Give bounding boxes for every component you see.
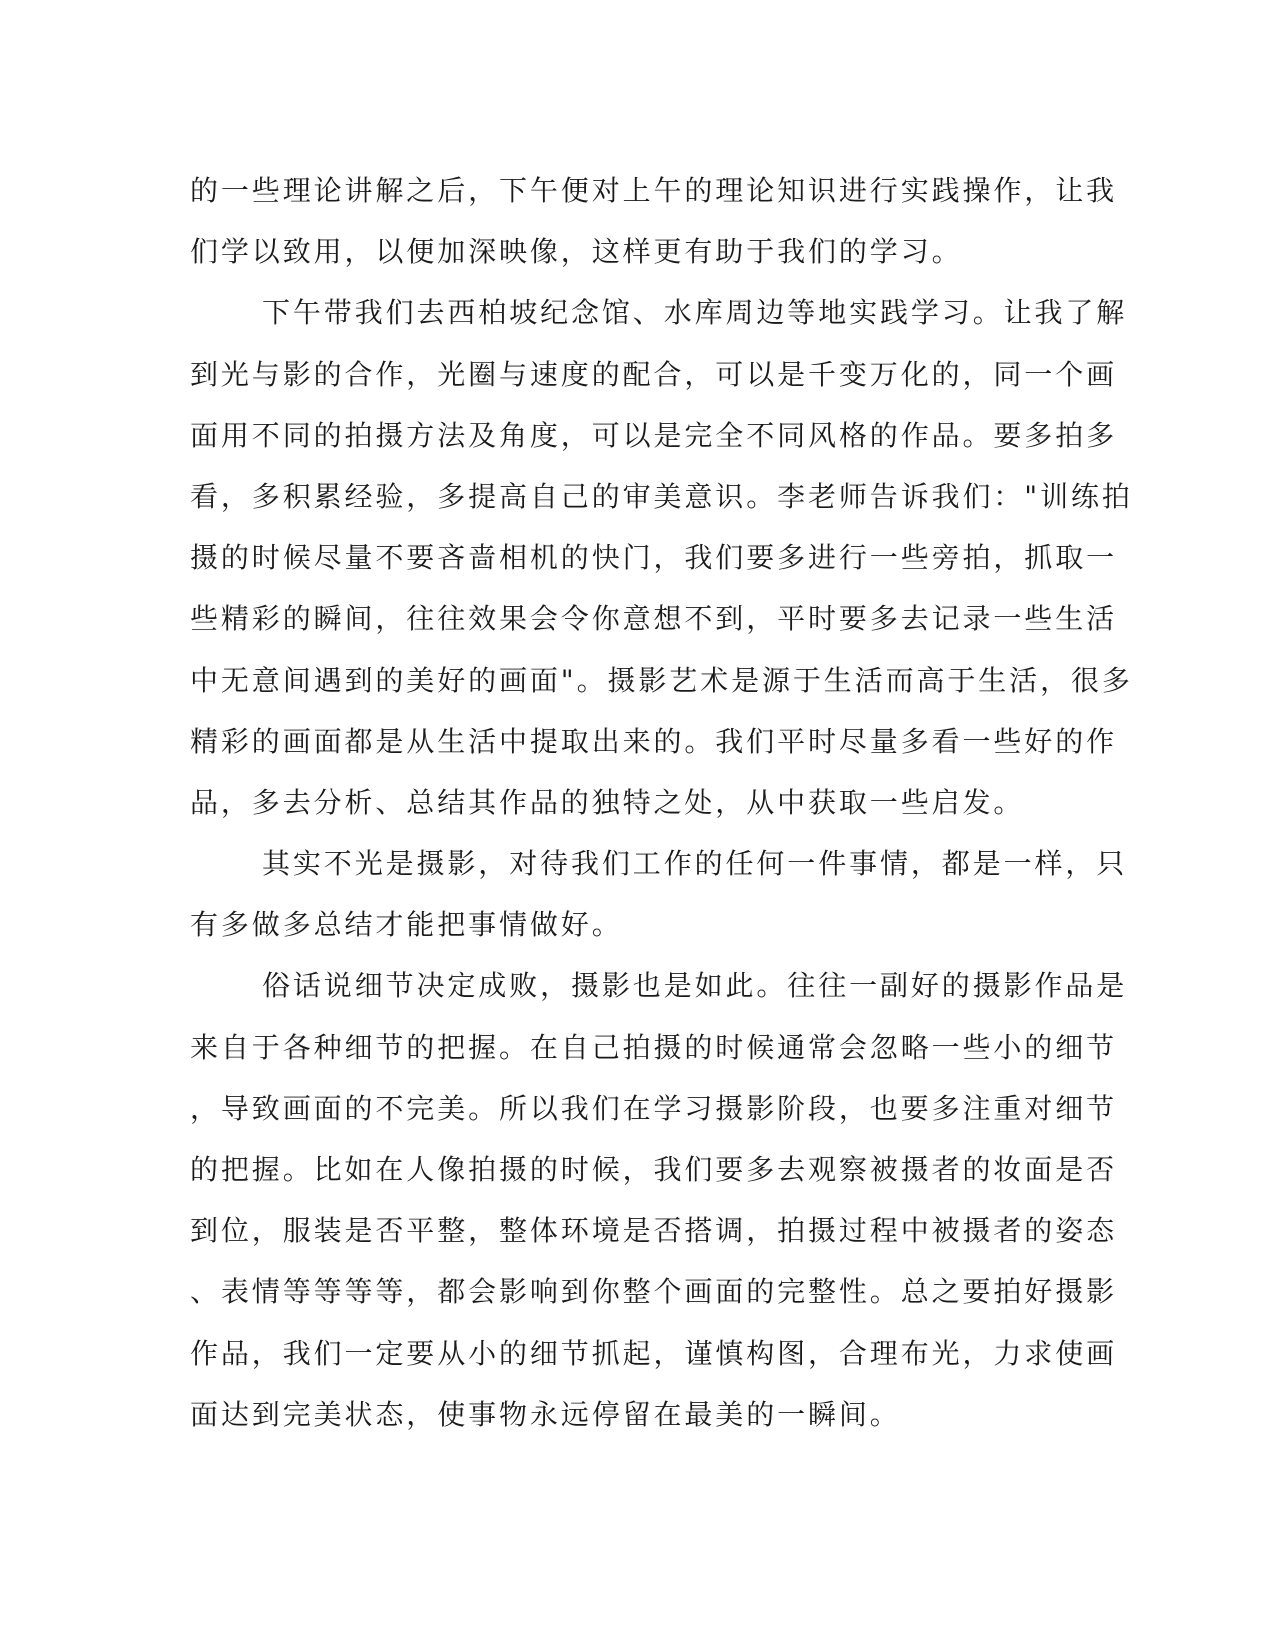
text-line: 中无意间遇到的美好的画面"。摄影艺术是源于生活而高于生活，很多 [190, 663, 1133, 697]
text-line: 摄的时候尽量不要吝啬相机的快门，我们要多进行一些旁拍，抓取一 [190, 541, 1118, 575]
text-line: ，导致画面的不完美。所以我们在学习摄影阶段，也要多注重对细节 [190, 1091, 1118, 1125]
text-line: 到光与影的合作，光圈与速度的配合，可以是千变万化的，同一个画 [190, 357, 1118, 391]
paragraph-4 [190, 955, 1128, 1445]
paragraph-2 [190, 282, 1133, 833]
body-text [190, 160, 1133, 1445]
text-line: 其实不光是摄影，对待我们工作的任何一件事情，都是一样，只 [262, 847, 1128, 881]
text-line: 的一些理论讲解之后，下午便对上午的理论知识进行实践操作，让我 [190, 174, 1118, 207]
text-line: 们学以致用，以便加深映像，这样更有助于我们的学习。 [190, 235, 963, 269]
text-line: 面达到完美状态，使事物永远停留在最美的一瞬间。 [190, 1397, 901, 1431]
text-line: 作品，我们一定要从小的细节抓起，谨慎构图，合理布光，力求使画 [190, 1336, 1118, 1370]
text-line: 下午带我们去西柏坡纪念馆、水库周边等地实践学习。让我了解 [262, 296, 1128, 330]
text-line: 俗话说细节决定成败，摄影也是如此。往往一副好的摄影作品是 [262, 969, 1128, 1003]
text-line: 、表情等等等等，都会影响到你整个画面的完整性。总之要拍好摄影 [190, 1275, 1118, 1309]
text-line: 到位，服装是否平整，整体环境是否搭调，拍摄过程中被摄者的姿态 [190, 1214, 1118, 1248]
text-line: 些精彩的瞬间，往往效果会令你意想不到，平时要多去记录一些生活 [190, 602, 1118, 636]
paragraph-3 [190, 833, 1128, 955]
text-line: 面用不同的拍摄方法及角度，可以是完全不同风格的作品。要多拍多 [190, 418, 1118, 452]
text-line: 的把握。比如在人像拍摄的时候，我们要多去观察被摄者的妆面是否 [190, 1153, 1118, 1186]
text-line: 来自于各种细节的把握。在自己拍摄的时候通常会忽略一些小的细节 [190, 1030, 1118, 1064]
text-line: 品，多去分析、总结其作品的独特之处，从中获取一些启发。 [190, 785, 1025, 819]
paragraph-1 [190, 160, 1118, 282]
text-line: 精彩的画面都是从生活中提取出来的。我们平时尽量多看一些好的作 [190, 724, 1118, 758]
text-line: 看，多积累经验，多提高自己的审美意识。李老师告诉我们："训练拍 [190, 479, 1133, 513]
text-line: 有多做多总结才能把事情做好。 [190, 908, 623, 942]
